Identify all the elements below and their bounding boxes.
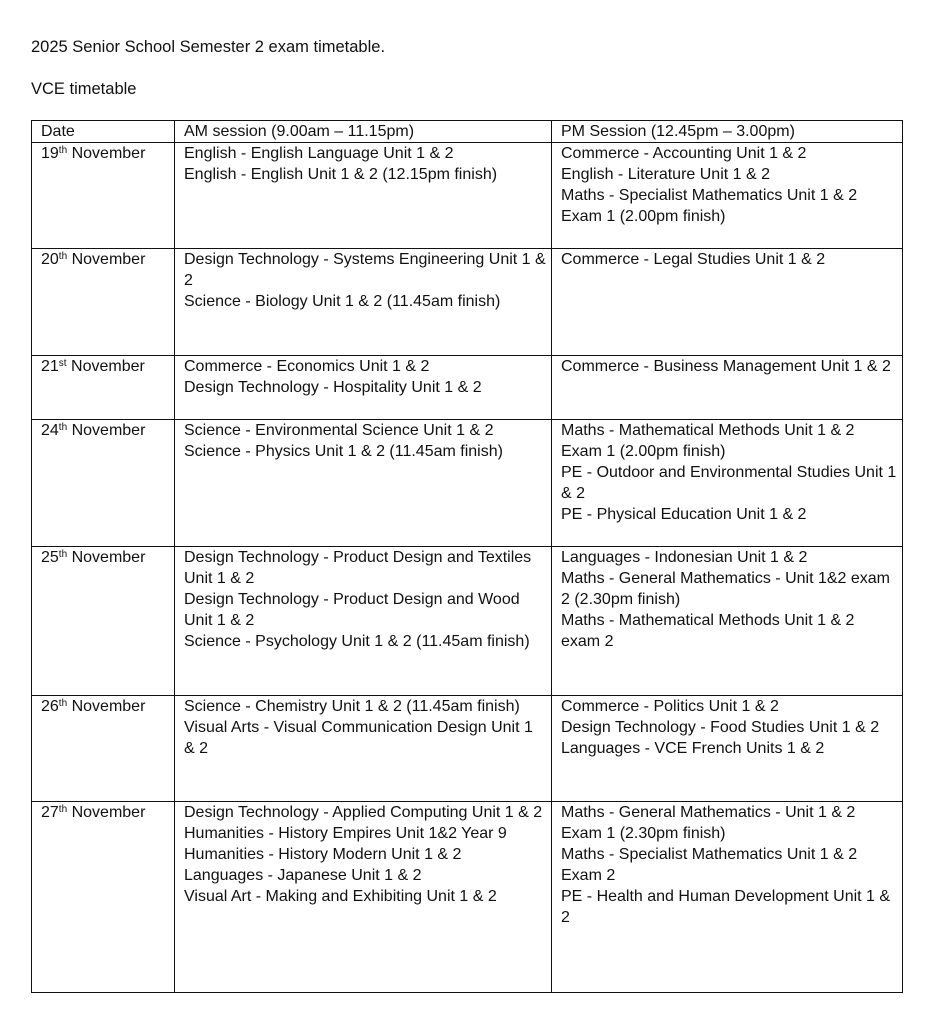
exam-entry: Visual Art - Making and Exhibiting Unit 1 & 2 — [184, 888, 497, 905]
exam-entry: Languages - Indonesian Unit 1 & 2 — [561, 549, 808, 566]
exam-entry: Maths - General Mathematics - Unit 1 & 2 Exam 1 (2.30pm finish) — [561, 804, 856, 842]
exam-entry: Visual Arts - Visual Communication Design Unit 1 & 2 — [184, 719, 533, 757]
date-suffix: th — [58, 804, 68, 815]
date-cell — [32, 143, 175, 249]
document-title: 2025 Senior School Semester 2 exam timetable. — [31, 38, 386, 56]
exam-entry: Commerce - Accounting Unit 1 & 2 — [561, 145, 807, 162]
exam-entry: Commerce - Politics Unit 1 & 2 — [561, 698, 779, 715]
exam-entry: Maths - Specialist Mathematics Unit 1 & 2 Exam 2 — [561, 846, 858, 884]
exam-entry: Design Technology - Product Design and Wood Unit 1 & 2 — [184, 591, 520, 629]
header-date: Date — [32, 121, 175, 143]
exam-entry: Maths - Mathematical Methods Unit 1 & 2 exam 2 — [561, 612, 855, 650]
am-session-cell — [175, 696, 552, 802]
section-heading: VCE timetable — [31, 80, 137, 98]
table-row — [32, 802, 903, 993]
table-row — [32, 420, 903, 547]
date-cell — [32, 356, 175, 420]
date-month: November — [67, 698, 146, 715]
exam-entry: Science - Physics Unit 1 & 2 (11.45am finish) — [184, 443, 503, 460]
exam-entry: Science - Environmental Science Unit 1 & 2 — [184, 422, 494, 439]
exam-entry: Commerce - Legal Studies Unit 1 & 2 — [561, 251, 826, 268]
date-day: 21 — [41, 358, 59, 375]
pm-session-cell — [552, 356, 903, 420]
am-session-cell — [175, 356, 552, 420]
table-row — [32, 356, 903, 420]
date-month: November — [67, 804, 146, 821]
am-session-cell — [175, 547, 552, 696]
exam-entry: PE - Outdoor and Environmental Studies Unit 1 & 2 — [561, 464, 897, 502]
date-month: November — [67, 549, 146, 566]
pm-session-cell — [552, 696, 903, 802]
pm-session-cell — [552, 249, 903, 356]
table-row — [32, 249, 903, 356]
exam-entry: Commerce - Business Management Unit 1 & 2 — [561, 358, 891, 375]
header-am-session: AM session (9.00am – 11.15pm) — [175, 121, 552, 143]
exam-entry: Maths - Specialist Mathematics Unit 1 & 2 Exam 1 (2.00pm finish) — [561, 187, 858, 225]
table-row — [32, 696, 903, 802]
date-day: 19 — [41, 145, 59, 162]
exam-entry: PE - Health and Human Development Unit 1 & 2 — [561, 888, 891, 926]
date-cell — [32, 547, 175, 696]
pm-session-cell — [552, 143, 903, 249]
date-day: 26 — [41, 698, 59, 715]
date-cell — [32, 696, 175, 802]
date-cell — [32, 249, 175, 356]
exam-entry: Design Technology - Hospitality Unit 1 & 2 — [184, 379, 482, 396]
exam-entry: Design Technology - Applied Computing Unit 1 & 2 — [184, 804, 543, 821]
am-session-cell — [175, 802, 552, 993]
exam-timetable — [31, 120, 903, 993]
date-suffix: st — [58, 358, 67, 369]
date-suffix: th — [58, 251, 68, 262]
exam-entry: Humanities - History Empires Unit 1&2 Year 9 — [184, 825, 507, 842]
pm-session-cell — [552, 802, 903, 993]
exam-entry: Science - Biology Unit 1 & 2 (11.45am finish) — [184, 293, 501, 310]
date-suffix: th — [58, 698, 68, 709]
header-row — [32, 121, 903, 143]
exam-entry: Languages - Japanese Unit 1 & 2 — [184, 867, 422, 884]
am-session-cell — [175, 143, 552, 249]
date-cell — [32, 802, 175, 993]
date-day: 24 — [41, 422, 59, 439]
date-suffix: th — [58, 549, 68, 560]
date-month: November — [67, 422, 146, 439]
date-suffix: th — [58, 422, 68, 433]
exam-entry: Science - Psychology Unit 1 & 2 (11.45am finish) — [184, 633, 530, 650]
date-day: 20 — [41, 251, 59, 268]
exam-entry: Languages - VCE French Units 1 & 2 — [561, 740, 825, 757]
exam-entry: Design Technology - Product Design and Textiles Unit 1 & 2 — [184, 549, 532, 587]
exam-entry: Maths - General Mathematics - Unit 1&2 exam 2 (2.30pm finish) — [561, 570, 891, 608]
exam-entry: Design Technology - Food Studies Unit 1 & 2 — [561, 719, 880, 736]
exam-entry: Maths - Mathematical Methods Unit 1 & 2 Exam 1 (2.00pm finish) — [561, 422, 855, 460]
date-month: November — [67, 251, 146, 268]
am-session-cell — [175, 249, 552, 356]
exam-entry: English - English Language Unit 1 & 2 — [184, 145, 454, 162]
exam-entry: Commerce - Economics Unit 1 & 2 — [184, 358, 430, 375]
date-day: 25 — [41, 549, 59, 566]
exam-entry: Design Technology - Systems Engineering Unit 1 & 2 — [184, 251, 546, 289]
pm-session-cell — [552, 420, 903, 547]
pm-session-cell — [552, 547, 903, 696]
date-month: November — [66, 358, 145, 375]
date-cell — [32, 420, 175, 547]
table-row — [32, 143, 903, 249]
date-month: November — [67, 145, 146, 162]
date-day: 27 — [41, 804, 59, 821]
exam-entry: Science - Chemistry Unit 1 & 2 (11.45am finish) — [184, 698, 520, 715]
date-suffix: th — [58, 145, 68, 156]
header-pm-session: PM Session (12.45pm – 3.00pm) — [552, 121, 903, 143]
exam-entry: Humanities - History Modern Unit 1 & 2 — [184, 846, 462, 863]
exam-entry: PE - Physical Education Unit 1 & 2 — [561, 506, 807, 523]
exam-entry: English - Literature Unit 1 & 2 — [561, 166, 770, 183]
exam-entry: English - English Unit 1 & 2 (12.15pm finish) — [184, 166, 498, 183]
am-session-cell — [175, 420, 552, 547]
table-row — [32, 547, 903, 696]
